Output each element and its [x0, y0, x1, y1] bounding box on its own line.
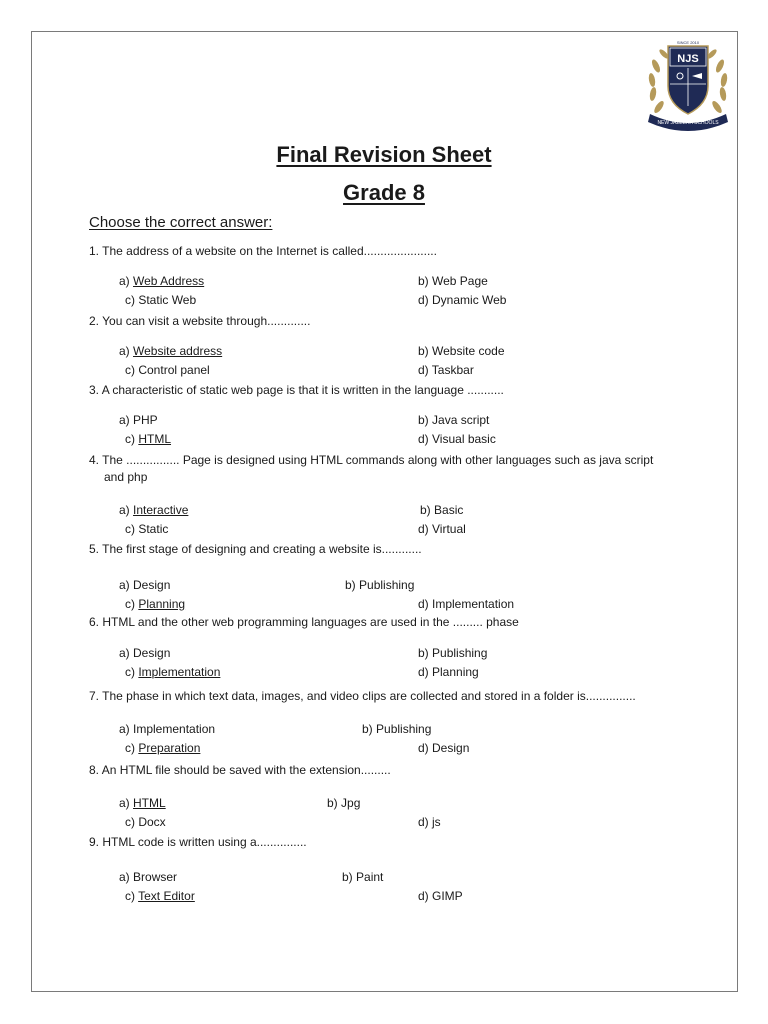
option-text: Implementation: [133, 722, 216, 736]
option-text: Implementation: [138, 665, 221, 679]
option-text: Control panel: [138, 363, 210, 377]
option-text: Basic: [434, 503, 464, 517]
option-letter: c): [125, 363, 139, 377]
option-text: Java script: [432, 413, 490, 427]
option-text: HTML: [133, 796, 166, 810]
option-letter: a): [119, 870, 134, 884]
option-b: [345, 577, 414, 593]
option-d: [418, 814, 441, 830]
option-d: [418, 521, 466, 537]
option-text: Taskbar: [431, 363, 474, 377]
question-number: 2.: [89, 314, 100, 328]
question-text: An HTML file should be saved with the extension.........: [99, 763, 391, 777]
option-letter: c): [125, 889, 139, 903]
option-d: [418, 431, 496, 447]
question-number: 6.: [89, 615, 100, 629]
option-d: [418, 596, 514, 612]
option-c: [125, 362, 210, 378]
svg-text:NEW JAZEERA SCHOOLS: NEW JAZEERA SCHOOLS: [657, 120, 719, 126]
option-letter: d): [418, 889, 433, 903]
option-letter: a): [119, 413, 134, 427]
option-text: js: [432, 815, 441, 829]
option-b: [418, 645, 487, 661]
option-d: [418, 292, 506, 308]
question-number: 7.: [89, 689, 100, 703]
option-text: Design: [432, 741, 470, 755]
option-text: Docx: [138, 815, 166, 829]
question-text: The ................ Page is designed using HTML commands along with other languages such as java script: [99, 453, 654, 467]
question-5: [89, 541, 689, 558]
question-1: [89, 243, 689, 260]
option-letter: a): [119, 503, 134, 517]
question-number: 1.: [89, 244, 100, 258]
option-text: Web Address: [133, 274, 205, 288]
option-text: Text Editor: [138, 889, 195, 903]
option-text: Design: [133, 578, 171, 592]
option-text: Static Web: [138, 293, 197, 307]
option-c: [125, 664, 220, 680]
option-c: [125, 596, 185, 612]
option-b: [342, 869, 383, 885]
question-6: [89, 614, 689, 631]
option-letter: a): [119, 722, 134, 736]
option-b: [327, 795, 360, 811]
option-b: [418, 273, 488, 289]
option-c: [125, 431, 171, 447]
option-letter: d): [418, 665, 433, 679]
option-letter: d): [418, 432, 433, 446]
option-letter: b): [418, 413, 433, 427]
option-d: [418, 362, 474, 378]
option-text: Static: [138, 522, 169, 536]
option-letter: c): [125, 665, 139, 679]
option-d: [418, 740, 469, 756]
option-letter: c): [125, 522, 139, 536]
option-a: [119, 502, 188, 518]
svg-text:NJS: NJS: [677, 53, 699, 65]
question-number: 4.: [89, 453, 100, 467]
option-c: [125, 740, 200, 756]
option-letter: d): [418, 363, 432, 377]
option-text: Paint: [356, 870, 384, 884]
option-b: [418, 412, 489, 428]
option-letter: b): [345, 578, 360, 592]
option-letter: c): [125, 432, 139, 446]
option-text: Jpg: [341, 796, 361, 810]
option-a: [119, 869, 177, 885]
grade-subtitle: Grade 8: [343, 180, 425, 205]
option-a: [119, 645, 170, 661]
option-b: [418, 343, 505, 359]
option-letter: b): [327, 796, 342, 810]
question-number: 9.: [89, 835, 100, 849]
option-letter: a): [119, 646, 134, 660]
option-text: Planning: [138, 597, 186, 611]
option-text: Implementation: [432, 597, 515, 611]
school-crest-logo: [644, 36, 732, 132]
option-c: [125, 888, 195, 904]
option-text: Interactive: [133, 503, 189, 517]
option-a: [119, 577, 170, 593]
question-text: The address of a website on the Internet is called......................: [99, 244, 437, 258]
option-a: [119, 273, 204, 289]
option-a: [119, 795, 166, 811]
option-text: Publishing: [359, 578, 415, 592]
instruction-heading: Choose the correct answer:: [89, 214, 273, 231]
option-letter: a): [119, 344, 134, 358]
option-a: [119, 412, 158, 428]
option-text: Website address: [133, 344, 223, 358]
question-text: HTML and the other web programming languages are used in the ......... phase: [99, 615, 519, 629]
question-3: [89, 382, 689, 399]
option-text: Web Page: [432, 274, 488, 288]
question-text: You can visit a website through.............: [99, 314, 311, 328]
question-number: 8.: [89, 763, 100, 777]
option-text: Publishing: [432, 646, 488, 660]
option-text: Dynamic Web: [432, 293, 507, 307]
option-letter: d): [418, 741, 433, 755]
option-letter: b): [418, 646, 433, 660]
question-text: A characteristic of static web page is that it is written in the language ...........: [99, 383, 504, 397]
option-b: [420, 502, 463, 518]
option-c: [125, 292, 196, 308]
option-text: GIMP: [432, 889, 463, 903]
option-letter: c): [125, 293, 139, 307]
question-text-continued: and php: [104, 470, 148, 484]
option-letter: d): [418, 597, 433, 611]
option-text: Publishing: [376, 722, 432, 736]
option-text: Planning: [432, 665, 479, 679]
option-letter: c): [125, 597, 139, 611]
question-4: [89, 452, 689, 486]
question-number: 3.: [89, 383, 100, 397]
option-letter: d): [418, 293, 433, 307]
option-text: Preparation: [138, 741, 201, 755]
option-text: HTML: [138, 432, 172, 446]
option-letter: d): [418, 522, 433, 536]
question-number: 5.: [89, 542, 100, 556]
option-text: Design: [133, 646, 171, 660]
option-letter: a): [119, 274, 134, 288]
question-text: HTML code is written using a...............: [99, 835, 307, 849]
option-text: Browser: [133, 870, 178, 884]
svg-text:SINCE 2010: SINCE 2010: [676, 40, 700, 45]
option-c: [125, 521, 168, 537]
option-text: Virtual: [432, 522, 466, 536]
option-letter: c): [125, 741, 139, 755]
question-8: [89, 762, 689, 779]
option-d: [418, 664, 479, 680]
option-letter: b): [342, 870, 357, 884]
option-letter: a): [119, 796, 134, 810]
option-text: Visual basic: [432, 432, 496, 446]
option-b: [362, 721, 431, 737]
option-a: [119, 343, 222, 359]
option-letter: c): [125, 815, 139, 829]
option-d: [418, 888, 463, 904]
option-text: Website code: [432, 344, 505, 358]
option-letter: b): [418, 274, 433, 288]
option-letter: b): [420, 503, 435, 517]
option-text: PHP: [133, 413, 158, 427]
option-a: [119, 721, 215, 737]
question-2: [89, 313, 689, 330]
sheet-title: Final Revision Sheet: [276, 142, 492, 167]
question-text: The phase in which text data, images, and video clips are collected and stored in a folder is...............: [99, 689, 636, 703]
question-7: [89, 688, 689, 705]
option-c: [125, 814, 166, 830]
question-9: [89, 834, 689, 851]
option-letter: a): [119, 578, 134, 592]
question-text: The first stage of designing and creating a website is............: [99, 542, 422, 556]
option-letter: b): [362, 722, 377, 736]
option-letter: b): [418, 344, 433, 358]
option-letter: d): [418, 815, 433, 829]
